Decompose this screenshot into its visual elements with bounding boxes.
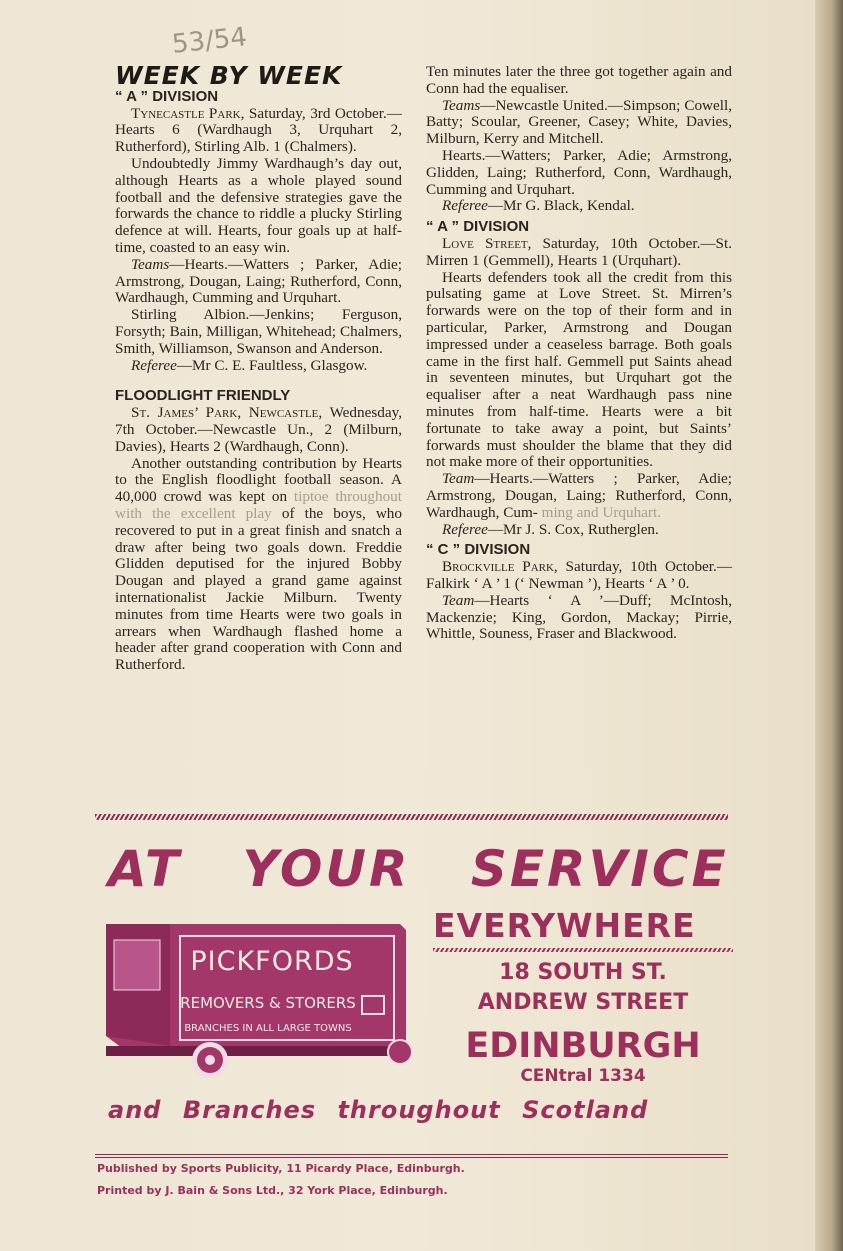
advert-phone: CENtral 1334: [520, 1066, 646, 1086]
match-report: Hearts defenders took all the credit from this pulsating game at Love Street. St. Mirren’s forwards were on the top of their form and in particular, Parker, Armstrong and Dougan impressed under a ceaseless barrage. Both goals came in the first half. Gemmell put Saints ahead in seventeen minutes, but Urquhart got the equaliser after a neat Wardhaugh pass nine minutes from half-time. Hearts were a bit fortunate to take away a point, but Saints’ forwards must shoulder the blame that they did not make more of their opportunities.: [426, 268, 732, 471]
match-report: Ten minutes later the three got together again and Conn had the equaliser.: [426, 63, 732, 97]
match-report: [115, 456, 402, 674]
referee-name: —Mr J. S. Cox, Rutherglen.: [487, 520, 659, 538]
venue: St. James’ Park, Newcastle,: [131, 404, 323, 422]
section-heading: FLOODLIGHT FRIENDLY: [115, 387, 291, 405]
advert-address-line: 18 SOUTH ST.: [499, 960, 667, 985]
team-list: —Hearts.—Watters ; Parker, Adie; Armstrong, Dougan, Laing; Rutherford, Conn, Wardhaugh, Cumming and Urquhart.: [115, 255, 402, 307]
report-text: of the boys, who recovered to put in a great finish and snatch a draw after being two goals down. Freddie Glidden deputised for the injured Bobby Dougan and played a grand game against internationalist Jackie Milburn. Twenty minutes from time Hearts were two goals in arrears when Wardhaugh flashed home a header after grand cooperation with Conn and Rutherford.: [115, 504, 402, 674]
match-intro: [426, 559, 732, 593]
referee-name: —Mr C. E. Faultless, Glasgow.: [176, 356, 368, 374]
everywhere-rule: [433, 948, 733, 952]
match-intro: [115, 106, 402, 156]
match-result: Wednesday, 7th October.—Newcastle Un., 2 (Milburn, Davies), Hearts 2 (Wardhaugh, Conn).: [115, 404, 402, 455]
advert-city: EDINBURGH: [465, 1026, 701, 1066]
faded-text: tiptoe throughout with the excellent play: [115, 488, 402, 522]
referee-label: Referee: [442, 520, 488, 538]
venue: Love Street,: [442, 234, 532, 252]
advert-address-line: ANDREW STREET: [477, 990, 689, 1015]
publisher-credit: Published by Sports Publicity, 11 Picardy Place, Edinburgh.: [97, 1162, 465, 1175]
team-list: —Newcastle United.—Simpson; Cowell, Batty; Scoular, Greener, Casey; White, Davies, Milburn, Kerry and Mitchell.: [426, 96, 732, 148]
team-line: [426, 471, 732, 521]
footer-rule: [95, 1157, 728, 1158]
match-result: Saturday, 10th October.—St. Mirren 1 (Gemmell), Hearts 1 (Urquhart).: [426, 234, 733, 269]
team-label: Team: [442, 591, 475, 609]
footer-rule: [95, 1154, 728, 1155]
team-line: Stirling Albion.—Jenkins; Ferguson, Forsyth; Bain, Milligan, Whitehead; Chalmers, Smith, Williamson, Swanson and Anderson.: [115, 306, 402, 357]
report-text: Another outstanding contribution by Hearts to the English floodlight football season. A 40,000 crowd was kept on: [115, 454, 402, 506]
left-column: [115, 61, 402, 674]
team-list: —Hearts ‘ A ’—Duff; McIntosh, Mackenzie; King, Gordon, Mackay; Pirrie, Whittle, Souness, Fraser and Blackwood.: [426, 591, 732, 643]
team-line: [426, 593, 732, 643]
match-intro: [115, 405, 402, 455]
advert-everywhere: EVERYWHERE: [433, 906, 696, 945]
team-list: —Hearts.—Watters ; Parker, Adie; Armstrong, Dougan, Laing; Rutherford, Conn, Wardhaugh, Cum-: [426, 470, 732, 521]
teams-label: Teams: [131, 255, 170, 273]
team-line: Hearts.—Watters; Parker, Adie; Armstrong, Glidden, Laing; Rutherford, Conn, Wardhaugh, Cumming and Urquhart.: [426, 146, 732, 198]
referee-line: [426, 522, 732, 539]
referee-label: Referee: [442, 197, 488, 215]
section-heading: “ A ” DIVISION: [115, 87, 219, 105]
van-branches: BRANCHES IN ALL LARGE TOWNS: [184, 1023, 352, 1034]
team-line: [115, 257, 402, 307]
van-subtitle: REMOVERS & STORERS: [180, 994, 356, 1012]
team-label: Team: [442, 470, 475, 488]
match-result: Saturday, 3rd October.—Hearts 6 (Wardhaugh 3, Urquhart 2, Rutherford), Stirling Alb. 1 (Chalmers).: [115, 104, 402, 156]
referee-line: [115, 358, 402, 375]
advert-tagline: and Branches throughout Scotland: [108, 1096, 649, 1124]
advert-top-rule: [95, 814, 728, 820]
match-result: Saturday, 10th October.—Falkirk ‘ A ’ 1 (‘ Newman ’), Hearts ‘ A ’ 0.: [426, 558, 733, 592]
teams-label: Teams: [442, 96, 481, 114]
faded-text: ming and Urquhart.: [541, 503, 661, 521]
section-heading: “ C ” DIVISION: [426, 541, 531, 559]
match-intro: [426, 236, 732, 270]
match-report: Undoubtedly Jimmy Wardhaugh’s day out, although Hearts as a whole played sound football and the defensive strategies gave the forwards the chance to riddle a plucky Stirling defence at will. Hearts, four goals up at half-time, coasted to an easy win.: [115, 154, 402, 256]
referee-line: [426, 198, 732, 215]
printer-credit: Printed by J. Bain & Sons Ltd., 32 York Place, Edinburgh.: [97, 1184, 448, 1197]
right-column: [426, 64, 732, 643]
advert-headline: AT YOUR SERVICE: [108, 840, 729, 898]
page-title: WEEK BY WEEK: [115, 61, 343, 90]
section-heading: “ A ” DIVISION: [426, 218, 530, 236]
referee-label: Referee: [131, 356, 177, 374]
venue: Tynecastle Park,: [131, 104, 245, 122]
team-line: [426, 98, 732, 148]
venue: Brockville Park,: [442, 558, 558, 576]
binding-edge: [815, 0, 843, 1251]
referee-name: —Mr G. Black, Kendal.: [487, 197, 635, 215]
van-brand: PICKFORDS: [190, 946, 354, 977]
pencil-page-note: 53/54: [170, 22, 249, 60]
